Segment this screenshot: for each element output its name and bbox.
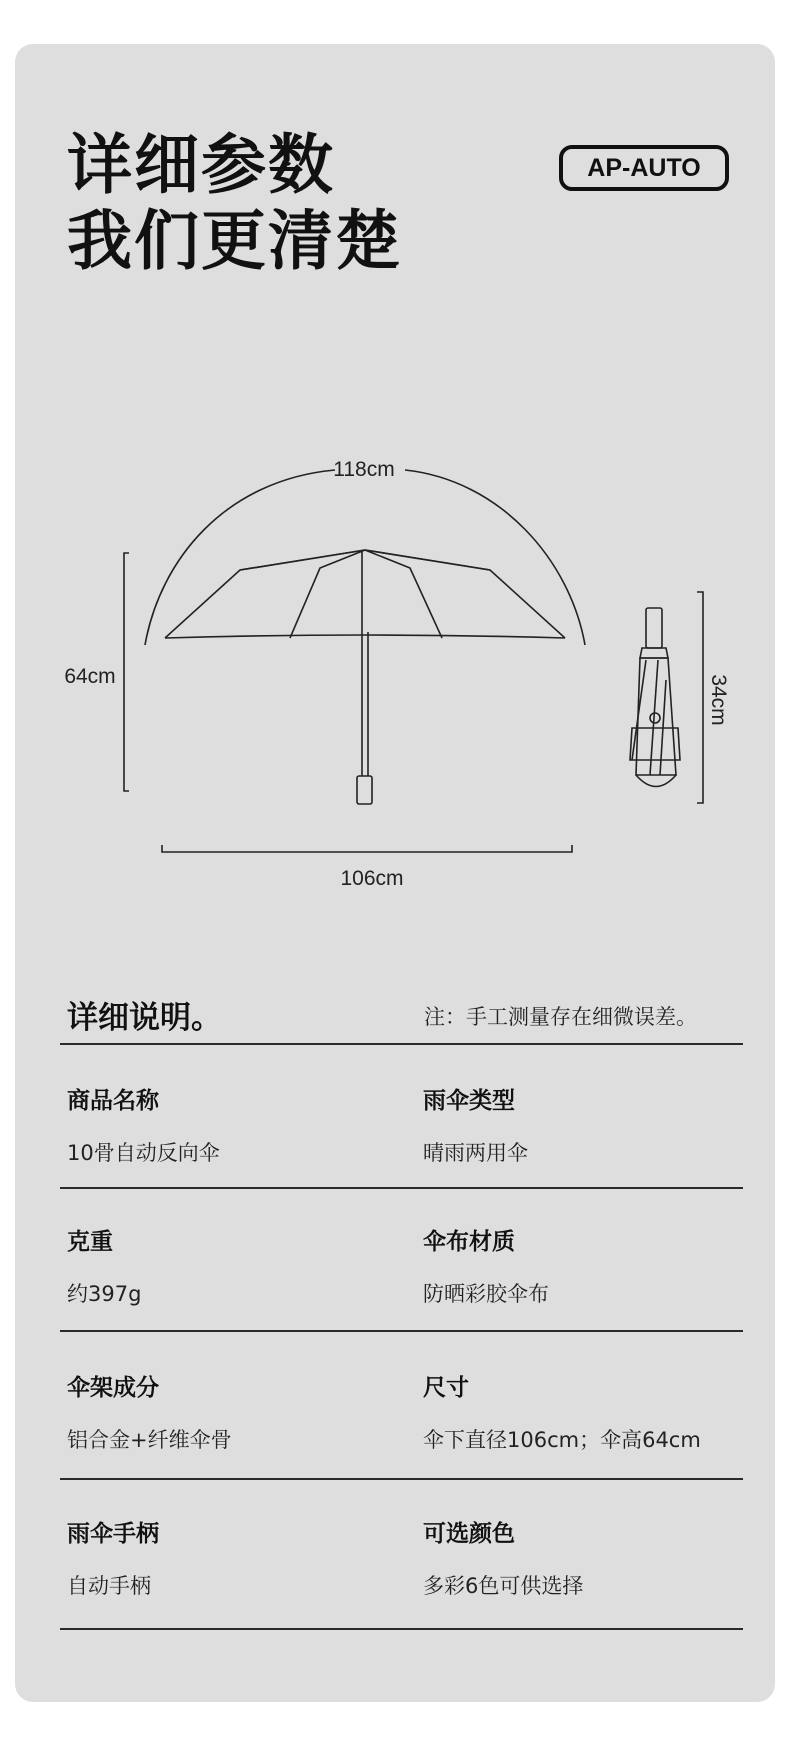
canopy-arc-label: 118cm — [333, 458, 395, 481]
spec-value: 自动手柄 — [67, 1574, 151, 1598]
headline-line-2: 我们更清楚 — [67, 204, 403, 279]
spec-item-handle — [67, 1515, 159, 1600]
spec-divider — [60, 1628, 743, 1630]
spec-value: 晴雨两用伞 — [423, 1141, 528, 1165]
spec-label: 伞架成分 — [67, 1375, 159, 1401]
spec-value: 铝合金+纤维伞骨 — [67, 1428, 232, 1452]
spec-value: 防晒彩胶伞布 — [423, 1282, 549, 1306]
folded-length-label: 34cm — [707, 674, 730, 726]
spec-item-umbrella-type — [423, 1082, 528, 1167]
spec-label: 伞布材质 — [423, 1229, 515, 1255]
spec-value: 约397g — [67, 1282, 142, 1306]
open-diameter-label: 106cm — [340, 867, 404, 890]
spec-item-colors — [423, 1515, 583, 1600]
spec-divider — [60, 1330, 743, 1332]
open-umbrella-icon — [124, 470, 585, 852]
folded-umbrella-icon — [630, 592, 703, 803]
spec-value: 伞下直径106cm；伞高64cm — [423, 1428, 701, 1452]
spec-item-weight — [67, 1223, 141, 1308]
spec-item-size — [423, 1369, 701, 1454]
spec-divider — [60, 1043, 743, 1045]
spec-item-product-name — [67, 1082, 220, 1167]
measurement-note: 注：手工测量存在细微误差。 — [424, 1005, 697, 1029]
spec-label: 商品名称 — [67, 1088, 159, 1114]
spec-label: 尺寸 — [423, 1375, 469, 1401]
spec-label: 克重 — [67, 1229, 113, 1255]
spec-label: 雨伞类型 — [423, 1088, 515, 1114]
spec-value: 10骨自动反向伞 — [67, 1141, 220, 1165]
spec-item-fabric — [423, 1223, 549, 1308]
spec-divider — [60, 1478, 743, 1480]
spec-label: 雨伞手柄 — [67, 1521, 159, 1547]
spec-section-title: 详细说明。 — [67, 1000, 222, 1036]
spec-value: 多彩6色可供选择 — [423, 1574, 584, 1598]
spec-item-frame — [67, 1369, 232, 1454]
open-height-label: 64cm — [64, 665, 116, 688]
headline-line-1: 详细参数 — [67, 128, 336, 203]
spec-divider — [60, 1187, 743, 1189]
brand-badge: AP-AUTO — [559, 145, 729, 191]
spec-label: 可选颜色 — [423, 1521, 515, 1547]
